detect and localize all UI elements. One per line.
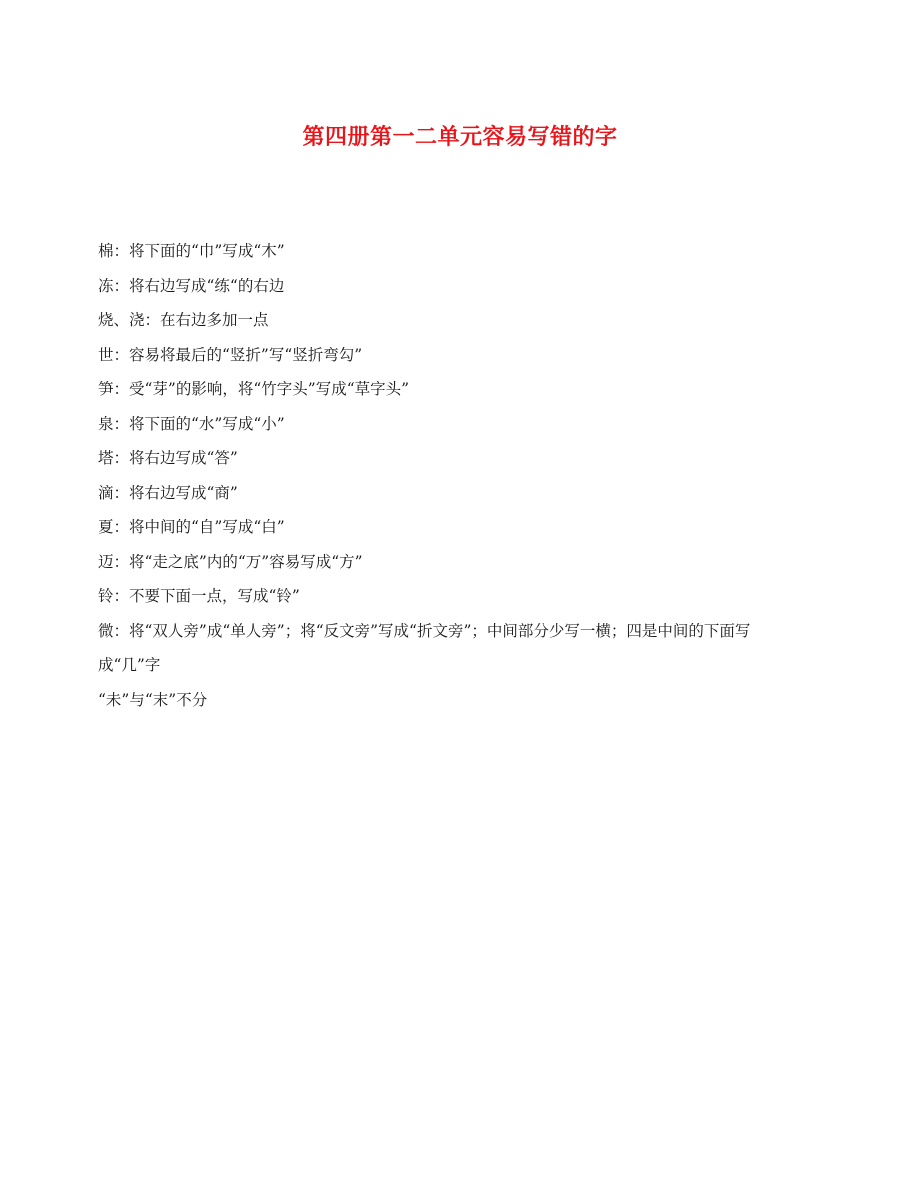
- list-item: 铃：不要下面一点，写成“铃”: [98, 587, 300, 605]
- page-title: 第四册第一二单元容易写错的字: [302, 125, 618, 150]
- list-item: 夏：将中间的“自”写成“白”: [98, 518, 285, 536]
- list-item: 塔：将右边写成“答”: [98, 449, 238, 467]
- list-item: 笋：受“芽”的影响，将“竹字头”写成“草字头”: [98, 380, 410, 398]
- list-item: 冻：将右边写成“练“的右边: [98, 276, 285, 295]
- list-item: 棉：将下面的“巾”写成“木”: [98, 242, 285, 260]
- list-item: 迈：将“走之底”内的“万”容易写成“方”: [98, 552, 363, 571]
- entry-list: [98, 234, 798, 717]
- list-item: 微：将“双人旁”成“单人旁”；将“反文旁”写成“折文旁”；中间部分少写一横；四是中间的下面写成“几”字: [98, 621, 751, 674]
- list-item: 世：容易将最后的“竖折”写“竖折弯勾”: [98, 345, 363, 364]
- list-item: 烧、浇：在右边多加一点: [98, 311, 269, 329]
- list-item: 滴：将右边写成“商”: [98, 483, 238, 502]
- list-item: “未”与“末”不分: [98, 690, 208, 709]
- list-item: 泉：将下面的“水”写成“小”: [98, 414, 285, 433]
